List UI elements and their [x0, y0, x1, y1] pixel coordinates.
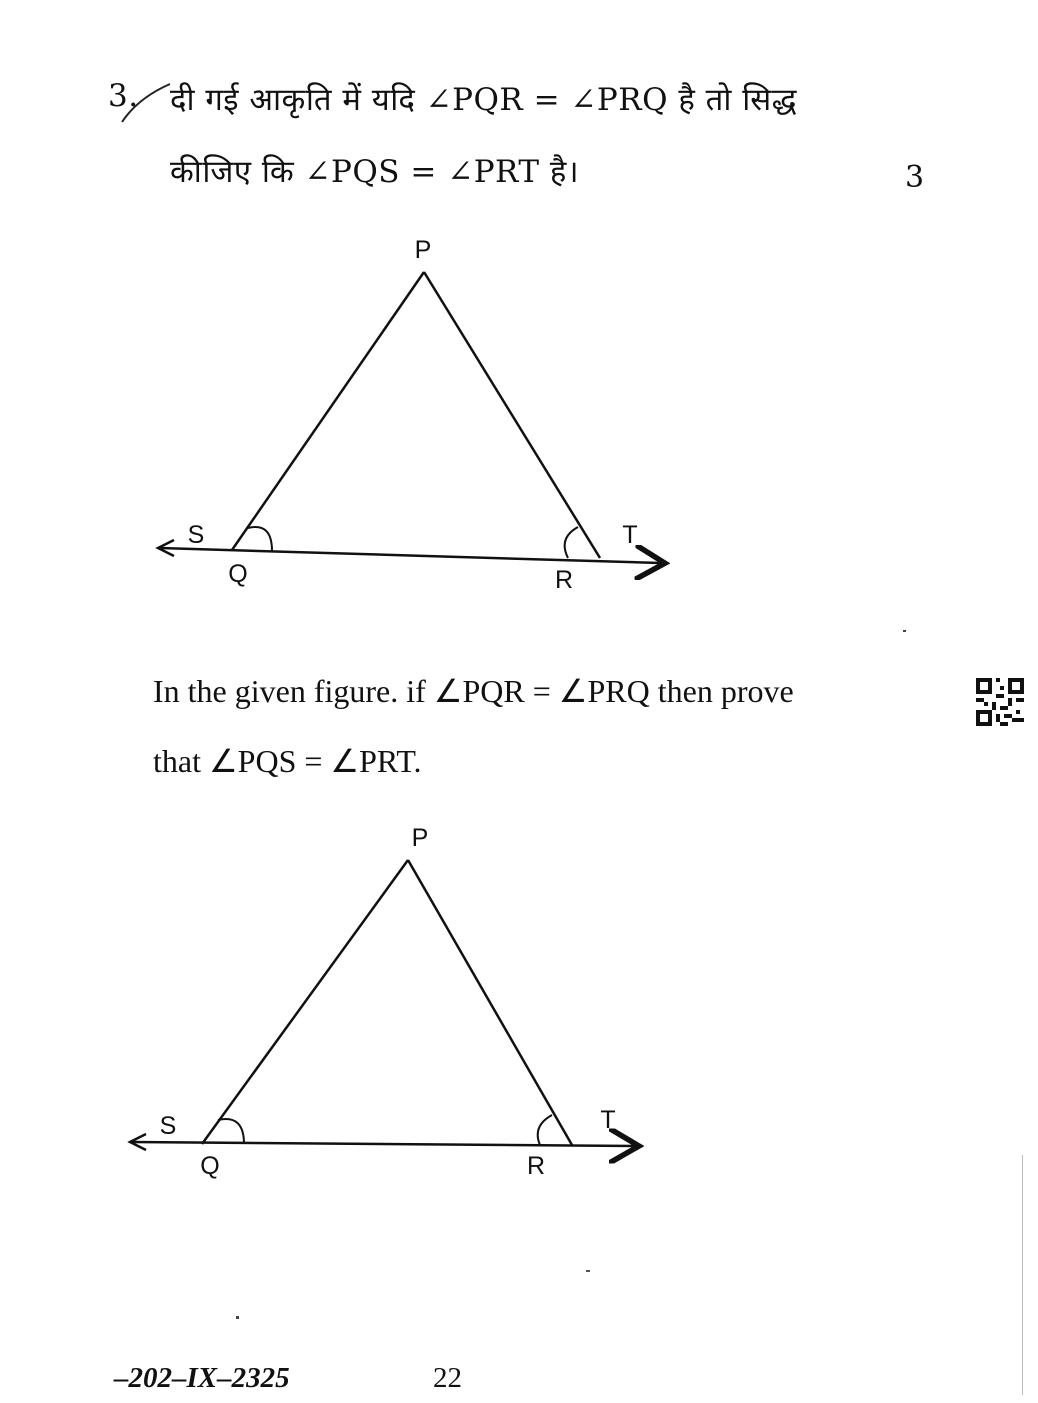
question-text-english-line-1: In the given figure. if ∠PQR = ∠PRQ then prove	[153, 673, 794, 709]
side-pr	[408, 860, 572, 1145]
side-pr	[424, 272, 600, 558]
label-q: Q	[228, 560, 248, 588]
stray-mark	[903, 630, 906, 632]
label-p: P	[411, 824, 429, 852]
side-pq	[232, 272, 424, 550]
triangle-figure-1	[140, 232, 700, 602]
paper-code: –202–IX–2325	[114, 1362, 290, 1394]
label-s: S	[187, 521, 205, 549]
label-q: Q	[200, 1152, 220, 1180]
angle-arc-q	[248, 527, 272, 551]
angle-arc-r	[538, 1115, 552, 1145]
qr-code-icon	[976, 678, 1024, 726]
base-line-st	[132, 1142, 634, 1146]
pen-mark	[118, 78, 178, 128]
label-r: R	[554, 566, 574, 594]
label-p: P	[414, 236, 432, 264]
label-r: R	[526, 1152, 546, 1180]
stray-mark	[236, 1316, 239, 1319]
triangle-figure-2	[112, 818, 672, 1188]
scan-edge-line	[1022, 1155, 1023, 1395]
stray-mark	[586, 1270, 590, 1272]
question-marks: 3	[905, 160, 925, 195]
angle-arc-r	[565, 527, 578, 558]
question-text-english-line-2: that ∠PQS = ∠PRT.	[153, 743, 422, 779]
question-number: 3.	[108, 78, 139, 114]
side-pq	[202, 860, 408, 1144]
question-text-hindi-line-1: दी गई आकृति में यदि ∠PQR = ∠PRQ है तो सिद्ध	[170, 82, 797, 118]
label-t: T	[600, 1106, 616, 1134]
page-number: 22	[433, 1362, 462, 1394]
angle-arc-q	[218, 1119, 244, 1144]
label-s: S	[159, 1112, 177, 1140]
question-text-hindi-line-2: कीजिए कि ∠PQS = ∠PRT है।	[170, 154, 580, 190]
label-t: T	[622, 521, 638, 549]
